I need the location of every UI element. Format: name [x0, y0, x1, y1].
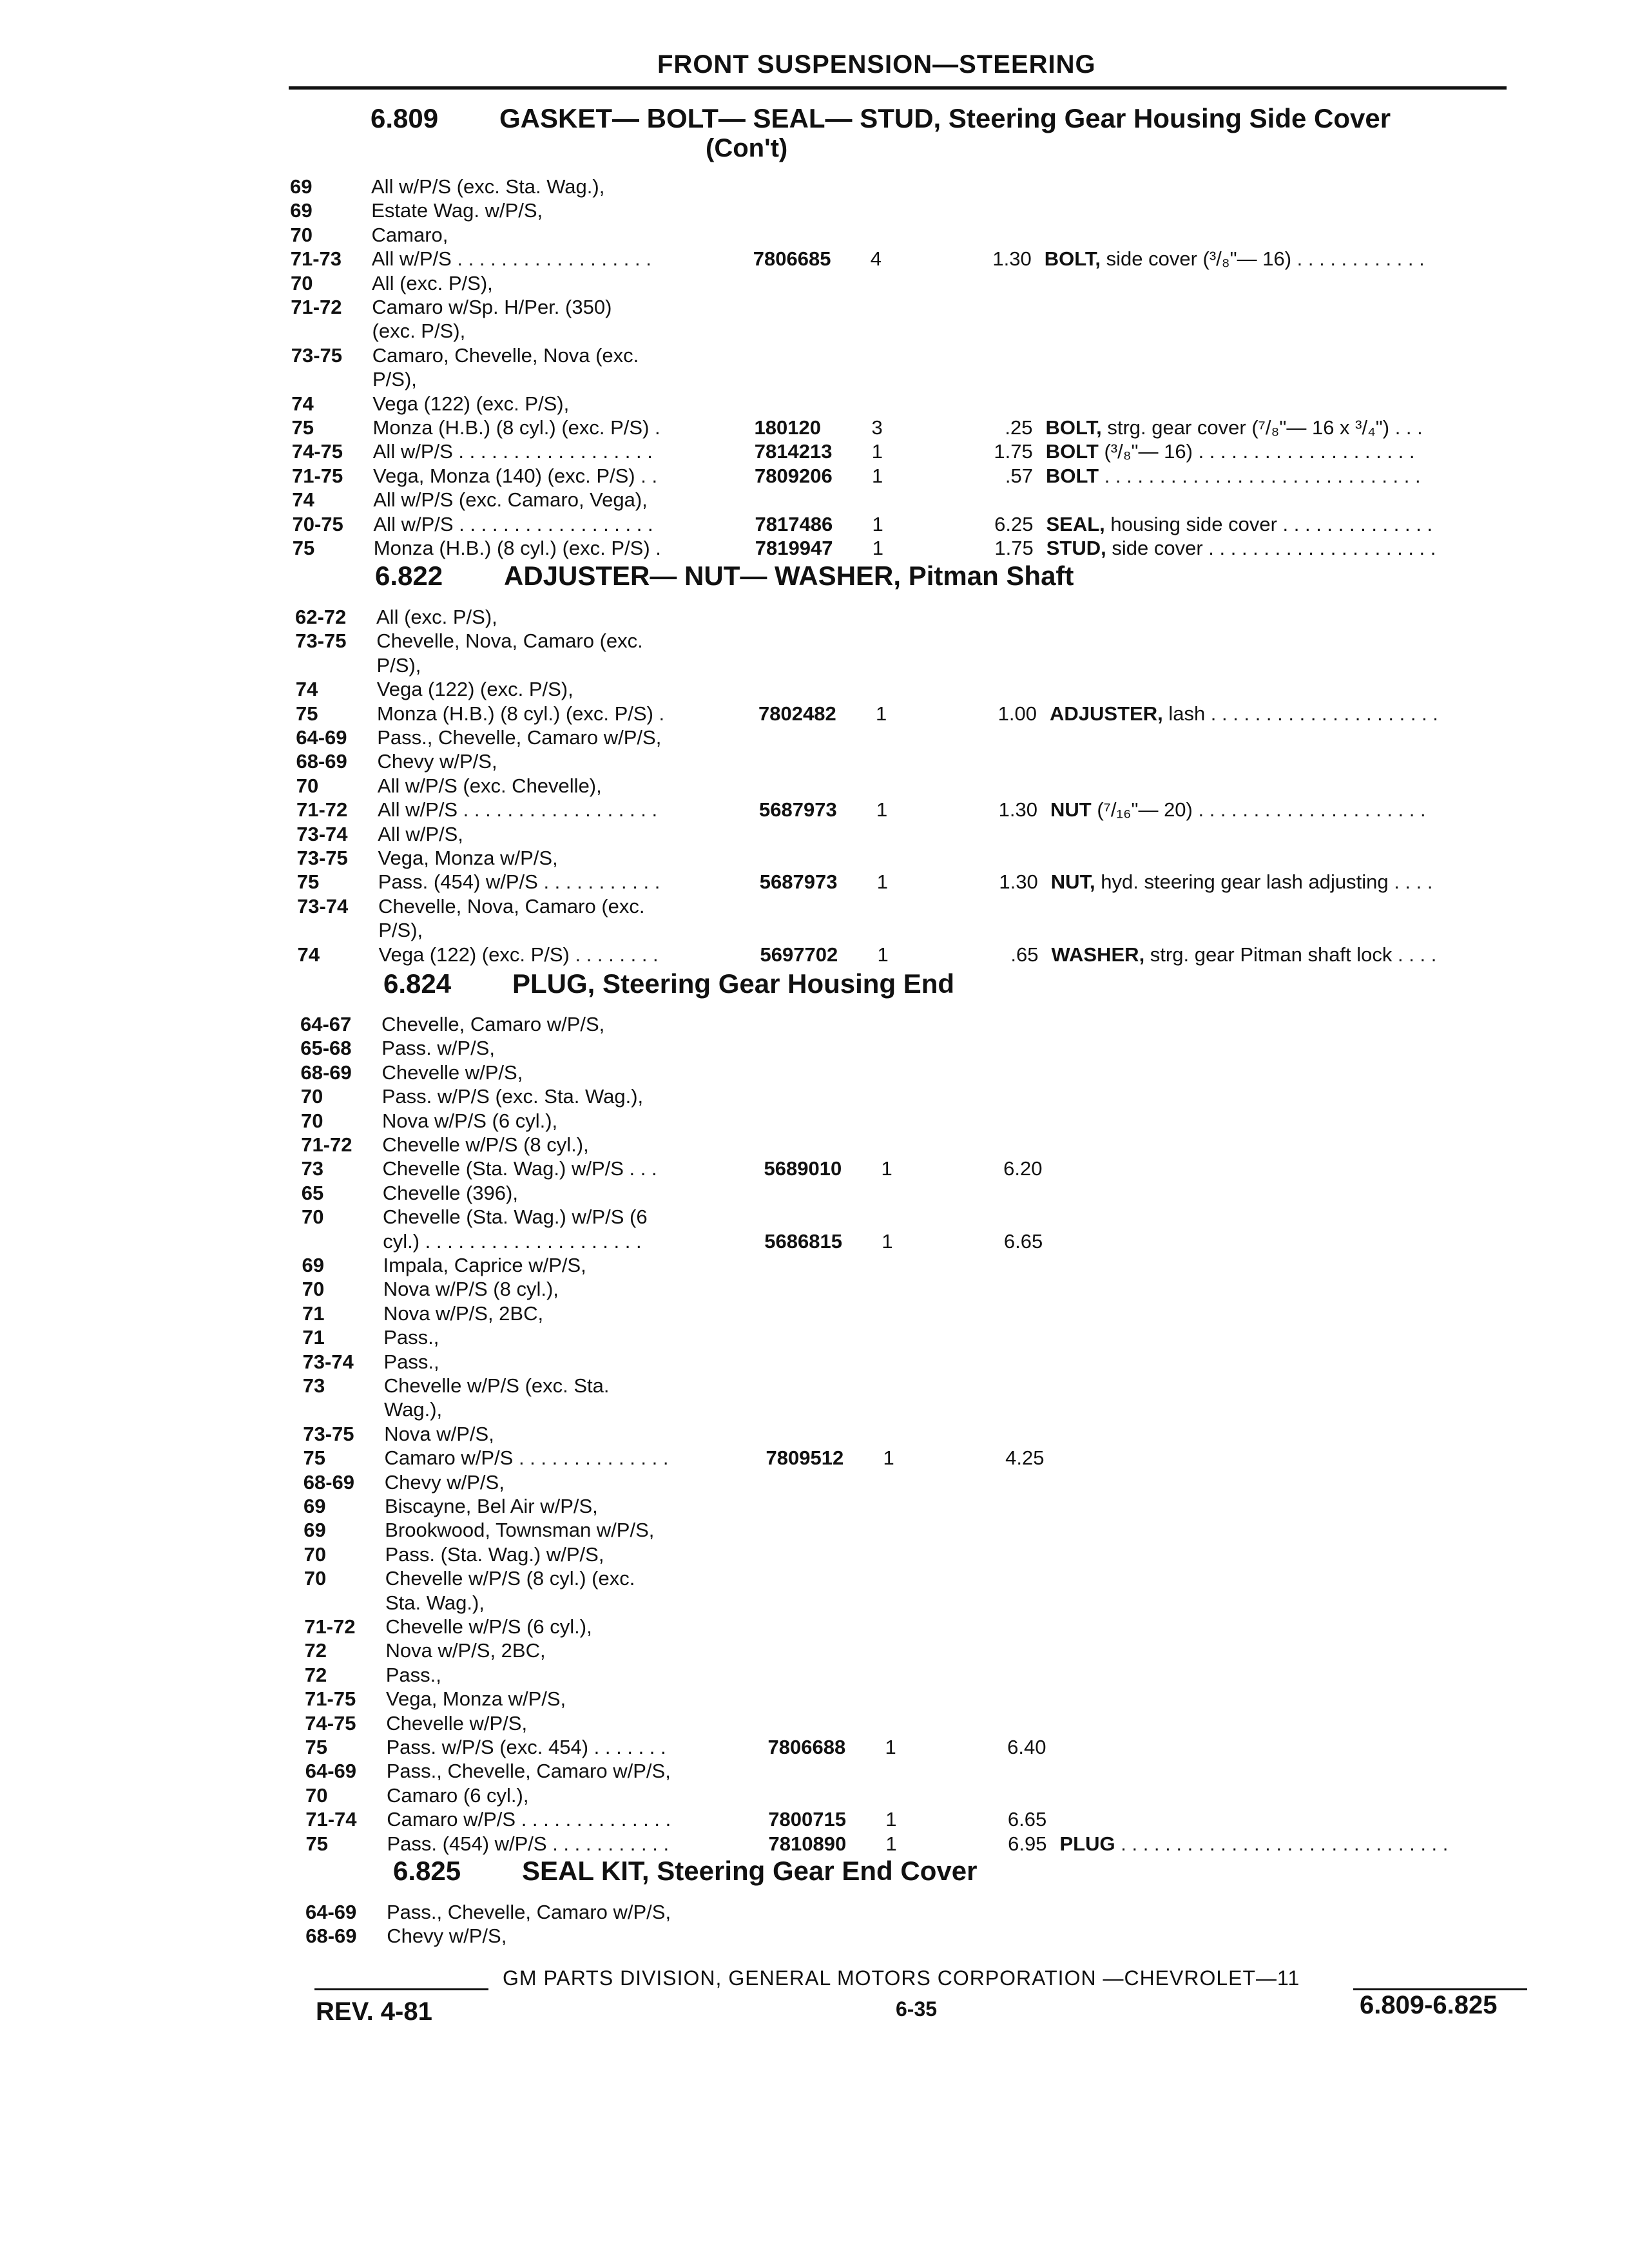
row-description [1046, 513, 1433, 536]
row-application: All (exc. P/S), [376, 606, 497, 628]
row-application: Chevelle, Nova, Camaro (exc. [378, 894, 645, 918]
row-price: 1.00 [998, 702, 1037, 725]
row-year: 69 [290, 199, 313, 222]
row-application: Nova w/P/S, [384, 1422, 494, 1445]
row-application: Pass. (454) w/P/S . . . . . . . . . . . [378, 870, 660, 894]
row-year: 75 [296, 702, 318, 725]
row-quantity: 1 [872, 537, 883, 559]
row-year: 74 [291, 392, 314, 415]
footer-page-number: 6-35 [896, 1997, 938, 2021]
row-description [1046, 537, 1436, 560]
row-year: 72 [304, 1663, 327, 1686]
row-year: 69 [304, 1495, 326, 1517]
row-application: Chevelle (396), [382, 1181, 518, 1204]
row-application: Vega, Monza w/P/S, [378, 847, 558, 869]
row-year: 71-72 [301, 1133, 352, 1156]
row-application: Pass. (Sta. Wag.) w/P/S, [385, 1542, 604, 1566]
row-year: 71-75 [292, 464, 343, 487]
section-title [375, 561, 1074, 591]
row-application: Chevy w/P/S, [387, 1925, 507, 1948]
row-price: 6.40 [1007, 1736, 1046, 1758]
section-title [393, 1856, 977, 1887]
row-application: Camaro w/Sp. H/Per. (350) [372, 296, 612, 318]
row-price: .65 [1010, 943, 1039, 966]
section-title [371, 103, 1391, 163]
row-price: 6.95 [1008, 1832, 1047, 1855]
row-application: Nova w/P/S (6 cyl.), [382, 1109, 558, 1132]
row-year: 70-75 [292, 512, 343, 535]
row-application: Chevelle, Camaro w/P/S, [381, 1013, 605, 1035]
row-price: .25 [1005, 416, 1033, 439]
row-description-detail: lash . . . . . . . . . . . . . . . . . . . . . [1162, 702, 1438, 725]
row-description-detail: strg. gear cover (⁷/₈"— 16 x ³/₄") . . . [1101, 416, 1423, 439]
row-year: 70 [304, 1567, 327, 1590]
row-part-number: 7809512 [766, 1446, 844, 1470]
row-year: 68-69 [296, 750, 347, 773]
row-part-number: 5697702 [760, 943, 838, 966]
row-year: 69 [304, 1519, 326, 1542]
footer-section-range: 6.809-6.825 [1360, 1991, 1498, 2019]
row-year: 71-72 [296, 798, 348, 822]
row-year: 75 [303, 1446, 325, 1470]
row-year: 70 [305, 1783, 328, 1807]
row-year: 65 [301, 1181, 324, 1204]
row-year: 75 [305, 1832, 328, 1855]
row-description-detail: strg. gear Pitman shaft lock . . . . [1144, 943, 1437, 966]
row-year: 72 [304, 1639, 327, 1662]
row-application: Camaro w/P/S . . . . . . . . . . . . . . [384, 1446, 669, 1470]
row-application: Impala, Caprice w/P/S, [383, 1254, 586, 1276]
header-rule [289, 86, 1507, 90]
row-year: 71-75 [305, 1687, 356, 1711]
row-application: Vega, Monza w/P/S, [386, 1687, 566, 1711]
section-continued: (Con't) [706, 134, 788, 162]
row-quantity: 1 [876, 798, 888, 822]
row-quantity: 1 [871, 440, 883, 463]
section-heading: ADJUSTER— NUT— WASHER, Pitman Shaft [504, 561, 1074, 591]
row-year: 69 [302, 1254, 324, 1276]
section-title [383, 968, 954, 999]
row-application: Camaro, [371, 223, 448, 246]
row-application: Vega (122) (exc. P/S), [376, 678, 574, 701]
row-application: All w/P/S (exc. Chevelle), [377, 774, 602, 797]
section-number: 6.824 [383, 968, 452, 999]
row-application: Chevy w/P/S, [377, 750, 497, 773]
row-application: All w/P/S (exc. Sta. Wag.), [371, 175, 605, 198]
row-application: Estate Wag. w/P/S, [371, 199, 543, 222]
footer-rule-right [1353, 1988, 1527, 1990]
row-price: 4.25 [1005, 1446, 1045, 1470]
section-number: 6.822 [375, 561, 443, 591]
row-description [1045, 247, 1425, 271]
row-application: Monza (H.B.) (8 cyl.) (exc. P/S) . [373, 537, 661, 559]
row-application: Chevelle w/P/S (8 cyl.) (exc. [385, 1567, 635, 1590]
row-year: 73-74 [302, 1350, 354, 1373]
row-application: Wag.), [384, 1398, 443, 1421]
row-application: All w/P/S . . . . . . . . . . . . . . . . . . [373, 512, 653, 535]
row-year: 68-69 [303, 1470, 355, 1494]
row-year: 64-67 [300, 1013, 352, 1035]
row-part-number: 7806685 [753, 247, 831, 271]
row-year: 73 [302, 1374, 325, 1397]
row-price: 1.30 [999, 870, 1038, 894]
row-year: 74 [292, 488, 314, 512]
row-description-name: PLUG [1059, 1832, 1115, 1855]
row-quantity: 1 [885, 1736, 896, 1758]
section-heading: SEAL KIT, Steering Gear End Cover [522, 1856, 978, 1886]
row-description [1046, 465, 1421, 488]
row-year: 71-72 [304, 1615, 356, 1638]
row-application: Monza (H.B.) (8 cyl.) (exc. P/S) . [372, 416, 660, 439]
row-year: 73-75 [295, 629, 347, 653]
row-year: 65-68 [300, 1037, 352, 1060]
row-quantity: 1 [882, 1229, 893, 1253]
row-description-detail: (⁷/₁₆"— 20) . . . . . . . . . . . . . . . . . . . . . [1091, 798, 1426, 822]
row-application: Pass. w/P/S (exc. 454) . . . . . . . [386, 1736, 666, 1758]
row-description-name: NUT [1050, 798, 1092, 822]
row-year: 74 [295, 678, 318, 701]
row-part-number: 7802482 [758, 702, 836, 725]
section-heading: GASKET— BOLT— SEAL— STUD, Steering Gear Housing Side Cover [499, 103, 1391, 133]
row-application: P/S), [372, 368, 417, 391]
row-quantity: 1 [877, 943, 889, 966]
row-application: Nova w/P/S, 2BC, [385, 1639, 546, 1662]
row-description [1051, 870, 1433, 894]
row-description [1060, 1832, 1449, 1856]
row-application: Nova w/P/S, 2BC, [383, 1302, 544, 1325]
row-price: 1.75 [994, 440, 1033, 463]
row-application: Monza (H.B.) (8 cyl.) (exc. P/S) . [377, 702, 665, 725]
row-description-detail: side cover (³/₈"— 16) . . . . . . . . . . . . [1101, 247, 1425, 271]
row-part-number: 7806688 [767, 1736, 846, 1758]
row-year: 75 [305, 1736, 327, 1758]
row-quantity: 1 [883, 1446, 894, 1470]
row-year: 73-75 [303, 1422, 354, 1445]
row-year: 70 [301, 1109, 323, 1132]
row-description-name: SEAL, [1046, 512, 1105, 535]
row-quantity: 4 [870, 247, 882, 271]
section-heading: PLUG, Steering Gear Housing End [512, 968, 955, 999]
row-year: 64-69 [305, 1760, 357, 1783]
row-application: Chevelle w/P/S (exc. Sta. [383, 1374, 610, 1397]
row-description [1046, 416, 1423, 439]
row-application: P/S), [376, 653, 421, 677]
row-application: Chevelle w/P/S (6 cyl.), [385, 1615, 592, 1638]
row-price: 1.30 [998, 798, 1037, 822]
row-year: 73-75 [296, 847, 348, 869]
row-application: Biscayne, Bel Air w/P/S, [385, 1495, 598, 1517]
row-year: 74-75 [291, 440, 343, 463]
row-part-number: 5689010 [764, 1157, 842, 1180]
row-description [1050, 702, 1438, 726]
row-application: Camaro, Chevelle, Nova (exc. [372, 343, 639, 367]
row-application: All w/P/S (exc. Camaro, Vega), [373, 488, 648, 512]
row-quantity: 1 [881, 1157, 892, 1180]
row-description-detail: housing side cover . . . . . . . . . . . . . . [1104, 512, 1433, 535]
row-price: 1.30 [992, 247, 1032, 271]
row-year: 70 [302, 1206, 324, 1229]
row-application: cyl.) . . . . . . . . . . . . . . . . . . . . [383, 1229, 642, 1253]
row-description-name: BOLT, [1045, 416, 1102, 439]
row-year: 64-69 [305, 1901, 357, 1923]
row-year: 70 [291, 271, 313, 294]
row-year: 71-73 [290, 247, 342, 271]
row-year: 64-69 [296, 726, 347, 749]
row-application: Pass. w/P/S (exc. Sta. Wag.), [381, 1085, 644, 1108]
row-application: Brookwood, Townsman w/P/S, [385, 1519, 655, 1542]
row-description [1052, 943, 1437, 966]
row-price: 6.65 [1003, 1229, 1043, 1253]
row-quantity: 1 [876, 702, 887, 725]
row-year: 71-74 [305, 1808, 357, 1831]
row-price: 6.65 [1007, 1808, 1047, 1831]
section-number: 6.825 [393, 1856, 461, 1886]
section-number: 6.809 [371, 103, 439, 133]
row-year: 71 [302, 1302, 325, 1325]
row-year: 74 [297, 943, 320, 966]
row-part-number: 7810890 [768, 1832, 847, 1855]
row-application: All w/P/S . . . . . . . . . . . . . . . . . . [371, 247, 651, 271]
row-description-detail: (³/₈"— 16) . . . . . . . . . . . . . . . . . . . . [1098, 440, 1415, 463]
row-part-number: 5687973 [759, 798, 837, 822]
row-application: Pass. (454) w/P/S . . . . . . . . . . . [387, 1832, 670, 1855]
row-application: Pass., Chevelle, Camaro w/P/S, [377, 726, 662, 749]
row-part-number: 7800715 [768, 1808, 846, 1831]
row-quantity: 1 [872, 464, 883, 487]
row-description-name: WASHER, [1051, 943, 1145, 966]
row-description [1046, 440, 1415, 463]
row-year: 68-69 [305, 1925, 357, 1948]
row-description-detail: hyd. steering gear lash adjusting . . . . [1095, 870, 1433, 894]
row-description-detail: . . . . . . . . . . . . . . . . . . . . . . . . . . . . . . [1115, 1832, 1449, 1855]
row-application: All w/P/S, [378, 822, 463, 845]
row-description-name: STUD, [1046, 537, 1106, 559]
row-quantity: 1 [885, 1808, 897, 1831]
row-year: 73 [301, 1157, 323, 1180]
row-year: 68-69 [300, 1061, 352, 1084]
row-year: 70 [304, 1542, 326, 1566]
row-application: Chevelle, Nova, Camaro (exc. [376, 629, 643, 653]
row-application: Camaro (6 cyl.), [387, 1783, 529, 1807]
row-application: Pass., [385, 1663, 441, 1686]
row-application: Vega (122) (exc. P/S) . . . . . . . . [378, 943, 659, 966]
row-part-number: 7809206 [755, 464, 833, 487]
row-year: 75 [291, 416, 314, 439]
row-description-name: BOLT [1045, 440, 1099, 463]
row-year: 73-75 [291, 343, 343, 367]
row-application: Sta. Wag.), [385, 1591, 485, 1614]
row-description-name: BOLT, [1044, 247, 1101, 271]
row-application: Chevelle w/P/S (8 cyl.), [382, 1133, 589, 1156]
row-application: Vega, Monza (140) (exc. P/S) . . [373, 464, 658, 487]
row-application: Chevelle w/P/S, [386, 1711, 528, 1735]
row-quantity: 1 [885, 1832, 897, 1855]
row-year: 69 [290, 175, 313, 198]
row-quantity: 3 [871, 416, 883, 439]
row-year: 70 [300, 1085, 323, 1108]
row-application: Pass., Chevelle, Camaro w/P/S, [387, 1901, 671, 1923]
footer-publisher: GM PARTS DIVISION, GENERAL MOTORS CORPORATION —CHEVROLET—11 [503, 1966, 1300, 1990]
row-application: Chevy w/P/S, [384, 1470, 505, 1494]
row-year: 75 [292, 537, 315, 559]
row-year: 62-72 [295, 606, 347, 628]
row-application: Camaro w/P/S . . . . . . . . . . . . . . [387, 1808, 671, 1831]
footer-rule-left [314, 1988, 488, 1990]
row-application: Nova w/P/S (8 cyl.), [383, 1278, 559, 1301]
row-year: 71 [302, 1326, 325, 1349]
row-description [1050, 798, 1426, 822]
row-part-number: 7817486 [755, 512, 833, 535]
row-part-number: 5687973 [759, 870, 838, 894]
row-part-number: 7814213 [754, 440, 833, 463]
row-application: Pass., Chevelle, Camaro w/P/S, [386, 1760, 671, 1783]
page-header-title: FRONT SUSPENSION—STEERING [657, 50, 1096, 79]
row-price: 1.75 [994, 537, 1034, 559]
row-price: 6.20 [1003, 1157, 1043, 1180]
row-description-name: BOLT [1046, 464, 1099, 487]
row-quantity: 1 [876, 870, 888, 894]
row-year: 75 [296, 870, 320, 894]
row-application: Chevelle w/P/S, [381, 1061, 523, 1084]
row-price: .57 [1005, 464, 1033, 487]
row-part-number: 7819947 [755, 537, 833, 559]
row-application: Vega (122) (exc. P/S), [372, 392, 570, 415]
row-part-number: 5686815 [764, 1229, 842, 1253]
row-application: (exc. P/S), [372, 320, 466, 343]
row-year: 73-74 [296, 822, 348, 845]
row-application: Pass. w/P/S, [381, 1037, 495, 1060]
row-year: 70 [296, 774, 319, 797]
row-year: 74-75 [305, 1711, 356, 1735]
row-year: 73-74 [297, 894, 349, 918]
row-description-detail: side cover . . . . . . . . . . . . . . . . . . . . . [1106, 537, 1436, 559]
row-application: Pass., [383, 1350, 439, 1373]
row-application: Chevelle (Sta. Wag.) w/P/S (6 [383, 1206, 648, 1229]
row-application: Chevelle (Sta. Wag.) w/P/S . . . [382, 1157, 657, 1180]
row-application: P/S), [378, 919, 423, 942]
row-price: 6.25 [994, 512, 1034, 535]
row-application: Pass., [383, 1326, 439, 1349]
row-application: All w/P/S . . . . . . . . . . . . . . . . . . [372, 440, 653, 463]
row-year: 70 [302, 1278, 325, 1301]
row-description-name: ADJUSTER, [1050, 702, 1163, 725]
row-year: 70 [290, 223, 313, 246]
row-part-number: 180120 [754, 416, 821, 439]
footer-revision: REV. 4-81 [316, 1997, 432, 2026]
row-description-name: NUT, [1050, 870, 1095, 894]
row-application: All (exc. P/S), [372, 271, 493, 294]
row-description-detail: . . . . . . . . . . . . . . . . . . . . . . . . . . . . . [1099, 464, 1421, 487]
row-application: All w/P/S . . . . . . . . . . . . . . . . . . [378, 798, 658, 822]
row-year: 71-72 [291, 296, 342, 318]
row-quantity: 1 [872, 512, 883, 535]
